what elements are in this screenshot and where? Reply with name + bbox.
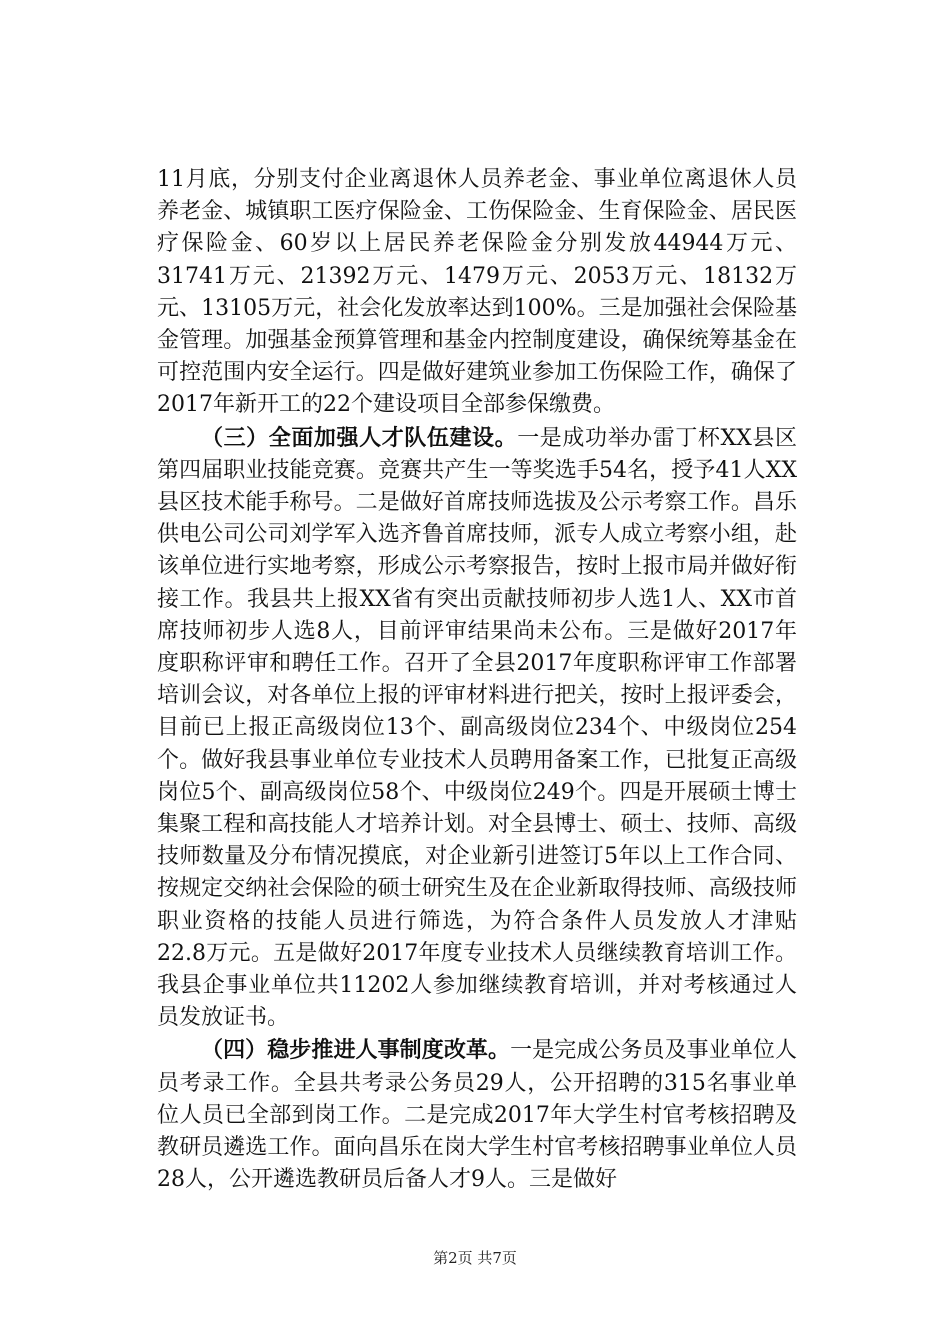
section-heading-3: （三）全面加强人才队伍建设。	[201, 424, 518, 451]
document-body	[157, 164, 797, 1197]
section-heading-4: （四）稳步推进人事制度改革。	[201, 1037, 511, 1064]
paragraph-3	[157, 1034, 797, 1196]
page-footer	[0, 1247, 950, 1268]
paragraph-2-text: 一是成功举办雷丁杯XX县区第四届职业技能竞赛。竞赛共产生一等奖选手54名，授予41人XX县区技术能手称号。二是做好首席技师选拔及公示考察工作。昌乐供电公司公司刘学军入选齐鲁首席技师，派专人成立考察小组，赴该单位进行实地考察，形成公示考察报告，按时上报市局并做好衔接工作。我县共上报XX省有突出贡献技师初步人选1人、XX市首席技师初步人选8人，目前评审结果尚未公布。三是做好2017年度职称评审和聘任工作。召开了全县2017年度职称评审工作部署培训会议，对各单位上报的评审材料进行把关，按时上报评委会，目前已上报正高级岗位13个、副高级岗位234个、中级岗位254个。做好我县事业单位专业技术人员聘用备案工作，已批复正高级岗位5个、副高级岗位58个、中级岗位249个。四是开展硕士博士集聚工程和高技能人才培养计划。对全县博士、硕士、技师、高级技师数量及分布情况摸底，对企业新引进签订5年以上工作合同、按规定交纳社会保险的硕士研究生及在企业新取得技师、高级技师职业资格的技能人员进行筛选，为符合条件人员发放人才津贴22.8万元。五是做好2017年度专业技术人员继续教育培训工作。我县企事业单位共11202人参加继续教育培训，并对考核通过人员发放证书。	[157, 425, 797, 1031]
page-number-label: 第2页 共7页	[433, 1249, 517, 1267]
paragraph-2	[157, 422, 797, 1035]
paragraph-3-text: 一是完成公务员及事业单位人员考录工作。全县共考录公务员29人，公开招聘的315名事业单位人员已全部到岗工作。二是完成2017年大学生村官考核招聘及教研员遴选工作。面向昌乐在岗大学生村官考核招聘事业单位人员28人，公开遴选教研员后备人才9人。三是做好	[157, 1038, 797, 1193]
paragraph-1-text: 11月底，分别支付企业离退休人员养老金、事业单位离退休人员养老金、城镇职工医疗保险金、工伤保险金、生育保险金、居民医疗保险金、60岁以上居民养老保险金分别发放44944万元、31741万元、21392万元、1479万元、2053万元、18132万元、13105万元，社会化发放率达到100%。三是加强社会保险基金管理。加强基金预算管理和基金内控制度建设，确保统筹基金在可控范围内安全运行。四是做好建筑业参加工伤保险工作，确保了2017年新开工的22个建设项目全部参保缴费。	[157, 167, 797, 418]
paragraph-1	[157, 164, 797, 422]
